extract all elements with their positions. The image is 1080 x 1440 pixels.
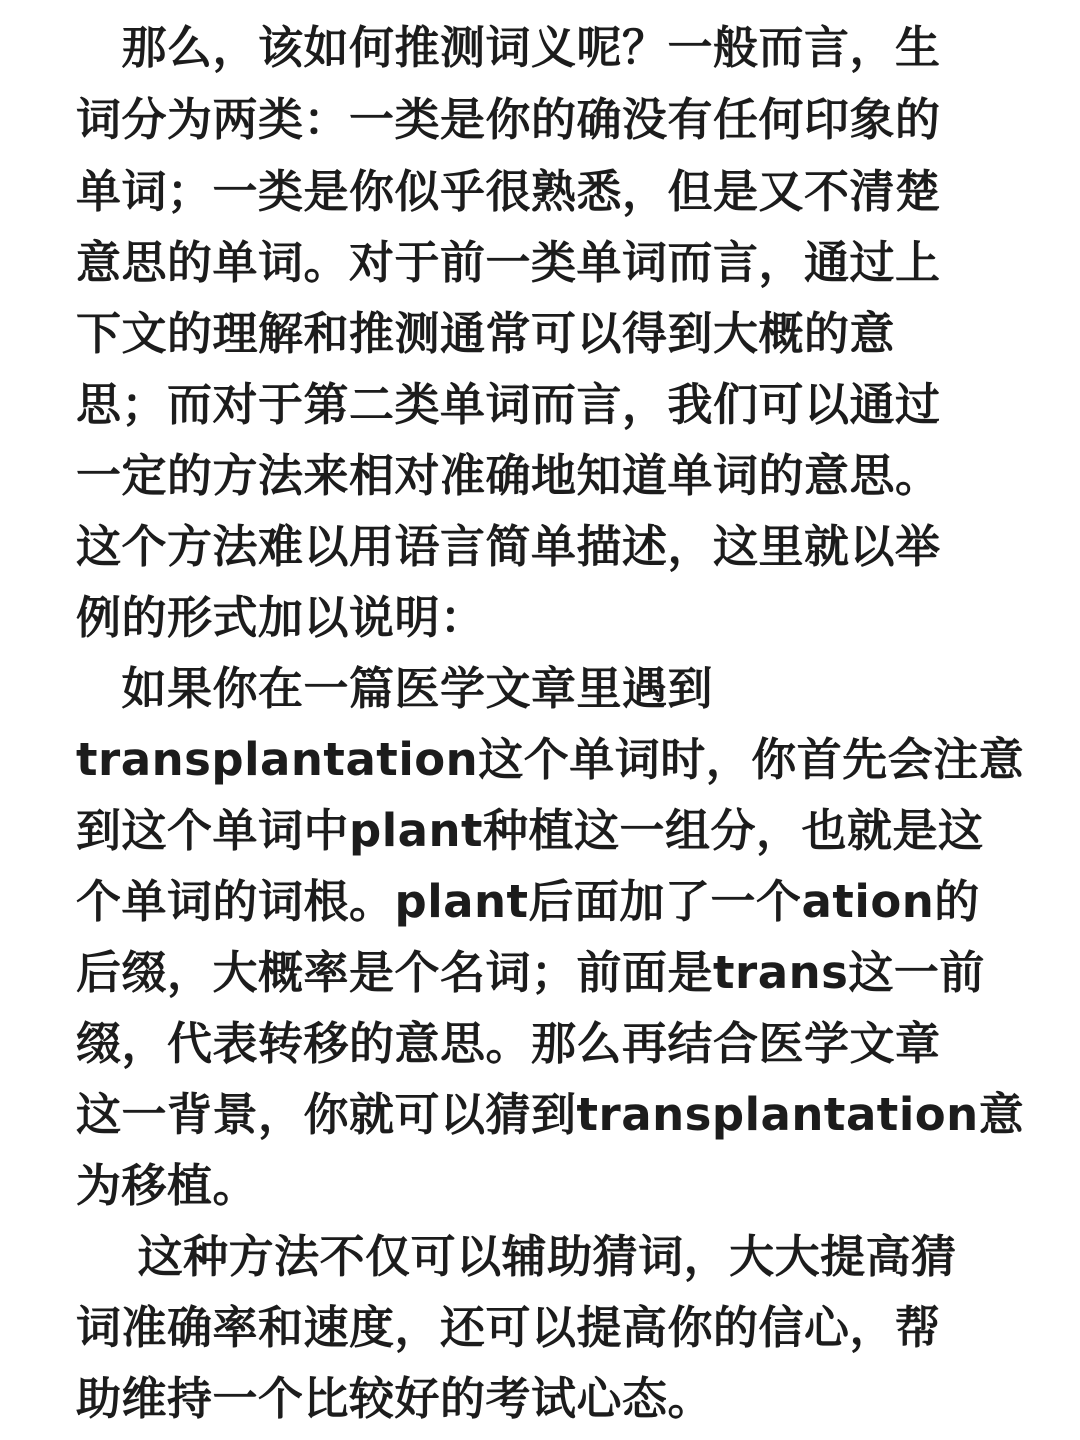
text-line: 一定的方法来相对准确地知道单词的意思。 (76, 449, 941, 502)
text-line: transplantation这个单词时，你首先会注意 (76, 733, 1025, 786)
text-line: 意思的单词。对于前一类单词而言，通过上 (76, 236, 941, 289)
text-line: 缀，代表转移的意思。那么再结合医学文章 (76, 1017, 941, 1070)
text-line: 那么，该如何推测词义呢？一般而言，生 (76, 21, 941, 74)
text-line: 个单词的词根。plant后面加了一个ation的 (76, 875, 980, 928)
text-line: 这个方法难以用语言简单描述，这里就以举 (76, 520, 941, 573)
text-line: 为移植。 (76, 1159, 259, 1212)
text-line: 后缀，大概率是个名词；前面是trans这一前 (76, 946, 985, 999)
text-line: 思；而对于第二类单词而言，我们可以通过 (76, 378, 941, 431)
text-line: 这种方法不仅可以辅助猜词，大大提高猜 (76, 1230, 957, 1283)
text-line: 词准确率和速度，还可以提高你的信心，帮 (76, 1301, 941, 1354)
text-line: 单词；一类是你似乎很熟悉，但是又不清楚 (76, 165, 941, 218)
text-line: 到这个单词中plant种植这一组分，也就是这 (76, 804, 984, 857)
text-line: 助维持一个比较好的考试心态。 (76, 1372, 714, 1425)
text-line: 下文的理解和推测通常可以得到大概的意 (76, 307, 896, 360)
text-line: 这一背景，你就可以猜到transplantation意 (76, 1088, 1025, 1141)
text-line: 如果你在一篇医学文章里遇到 (76, 662, 714, 715)
text-line: 例的形式加以说明： (76, 591, 486, 644)
text-line: 词分为两类：一类是你的确没有任何印象的 (76, 93, 941, 146)
